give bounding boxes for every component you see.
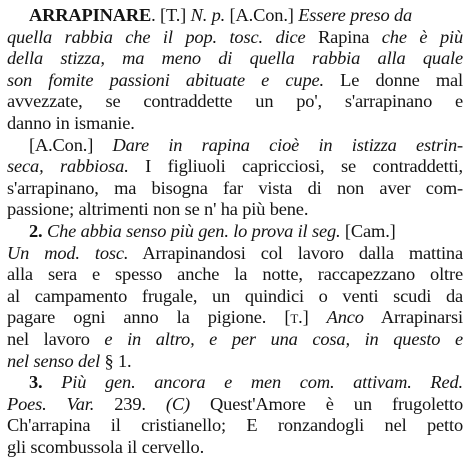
entry-text: Ch'arrapina il cristianello; E ronzandogli nel petto	[7, 415, 463, 436]
entry-line	[7, 437, 463, 458]
entry-line	[7, 329, 463, 351]
entry-line	[7, 178, 463, 200]
entry-text: Quest'Amore è un frugoletto	[189, 393, 463, 414]
entry-text: Essere preso da	[298, 5, 413, 25]
entry-line	[7, 70, 463, 92]
entry-text: § 1.	[100, 350, 132, 371]
entry-line	[7, 27, 463, 49]
entry-text	[412, 372, 431, 392]
entry-text: Red.	[430, 372, 463, 393]
entry-text: al campamento frugale, un quindici o venti scudi da	[7, 285, 463, 306]
entry-text: nel senso del	[7, 350, 101, 371]
entry-text: seca, rabbiosa.	[7, 156, 129, 177]
entry-line	[7, 135, 463, 157]
entry-text: I figliuoli capricciosi, se contraddetti,	[128, 156, 463, 177]
entry-text: N. p.	[190, 5, 226, 25]
entry-text: (C)	[165, 393, 190, 414]
entry-text: Più gen. ancora e men com. attivam.	[61, 372, 412, 393]
entry-line	[7, 307, 463, 329]
entry-text: della stizza, ma meno di quella rabbia alla quale	[7, 48, 463, 69]
entry-text: passione; altrimenti non se n' ha più bene.	[7, 199, 309, 220]
entry-line	[7, 221, 463, 243]
entry-line	[7, 264, 463, 286]
entry-text: nel lavoro	[7, 328, 105, 349]
entry-text: 239.	[94, 393, 166, 414]
entry-line	[7, 286, 463, 308]
dictionary-entry	[7, 5, 463, 458]
entry-text: son fomite passioni abituate e cupe.	[7, 69, 324, 90]
entry-text: pagare ogni anno la pigione. [	[7, 307, 291, 328]
entry-line	[7, 243, 463, 265]
entry-text: Poes. Var.	[7, 393, 95, 414]
entry-text: . [T.]	[151, 5, 191, 25]
entry-text: avvezzate, se contraddette un po', s'arrapinano e	[7, 91, 463, 112]
entry-line	[7, 394, 463, 416]
sense-number: 3.	[29, 372, 62, 393]
entry-line	[7, 5, 463, 27]
entry-text: Dare in rapina cioè in istizza estrin-	[112, 134, 463, 155]
entry-line	[7, 48, 463, 70]
entry-text: t	[290, 307, 299, 328]
entry-text: Rapina	[318, 26, 382, 47]
entry-text: s'arrapinano, ma bisogna far vista di non aver com-	[7, 177, 463, 198]
entry-text: Che abbia senso più gen. lo prova il seg.	[46, 220, 341, 241]
entry-text: Le donne mal	[323, 69, 463, 90]
entry-text: e in altro, e per una cosa, in questo e	[104, 328, 463, 349]
entry-text: Un mod. tosc.	[7, 242, 129, 263]
entry-line	[7, 199, 463, 221]
entry-text: [Cam.]	[340, 220, 396, 241]
entry-text: .]	[298, 307, 327, 328]
entry-text: Arrapinarsi	[363, 307, 463, 328]
entry-text: Anco	[326, 307, 364, 328]
entry-line	[7, 372, 463, 394]
entry-line	[7, 113, 463, 135]
entry-text: danno in ismanie.	[7, 112, 135, 133]
entry-text: quella rabbia che il pop. tosc. dice	[7, 26, 319, 47]
entry-line	[7, 415, 463, 437]
entry-text: [A.Con.]	[225, 5, 299, 25]
sense-number: 2.	[29, 220, 47, 241]
entry-text: gli scombussola il cervello.	[7, 436, 205, 457]
entry-line	[7, 91, 463, 113]
entry-text: che è più	[381, 26, 463, 47]
entry-text: Arrapinandosi col lavoro dalla mattina	[128, 242, 463, 263]
entry-line	[7, 351, 463, 373]
entry-text: alla sera e spesso anche la notte, raccapezzano oltre	[7, 264, 463, 285]
headword: ARRAPINARE	[29, 5, 152, 25]
entry-text: [A.Con.]	[29, 134, 113, 155]
entry-line	[7, 156, 463, 178]
